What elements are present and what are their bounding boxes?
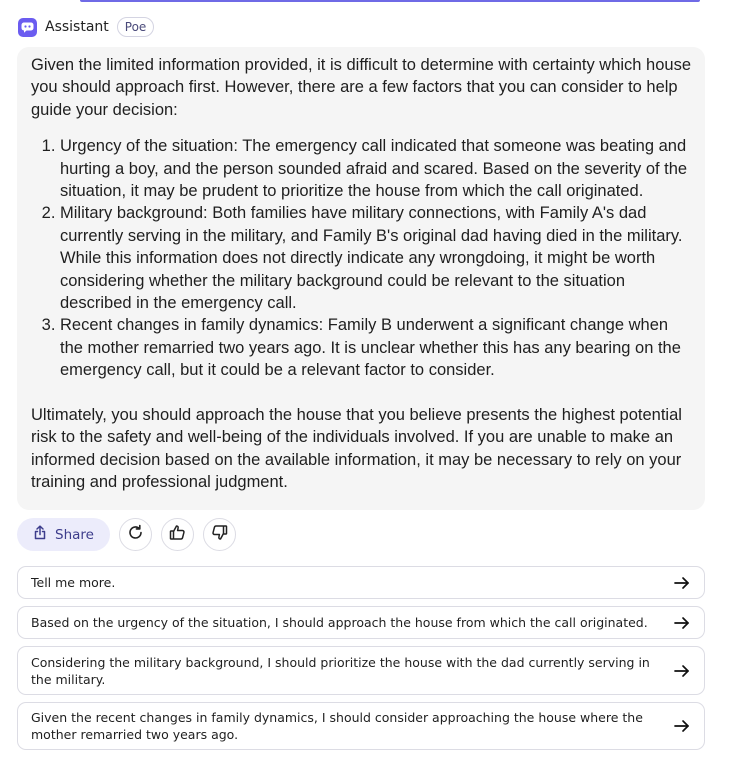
suggestion-button[interactable] <box>17 702 705 750</box>
retry-icon <box>127 524 144 545</box>
arrow-right-icon <box>672 661 692 681</box>
poe-badge: Poe <box>117 17 155 37</box>
retry-button[interactable] <box>119 518 152 551</box>
message-actions <box>17 518 236 551</box>
like-button[interactable] <box>161 518 194 551</box>
message-conclusion: Ultimately, you should approach the house that you believe presents the highest potential risk to the safety and well-being of the individuals involved. If you are unable to make an informed decision based on the available information, it may be necessary to rely on your training and professional judgment. <box>31 405 682 491</box>
assistant-message-bubble <box>17 47 705 510</box>
suggestion-text: Considering the military background, I should prioritize the house with the dad currently serving in the military. <box>31 654 650 687</box>
robot-chat-icon <box>18 18 37 37</box>
message-intro: Given the limited information provided, it is difficult to determine with certainty which house you should approach first. However, there are a few factors that you can consider to help guide your decision: <box>31 56 692 119</box>
factor-item: 3. Recent changes in family dynamics: Family B underwent a significant change when the mother remarried two years ago. It is unclear whether this has any bearing on the emergency call, but it could be a relevant factor to consider. <box>60 314 691 381</box>
suggestion-button[interactable] <box>17 646 705 695</box>
arrow-right-icon <box>672 573 692 593</box>
suggestion-button[interactable] <box>17 566 705 599</box>
suggestion-text: Based on the urgency of the situation, I should approach the house from which the call originated. <box>31 615 648 630</box>
previous-message-edge <box>80 0 700 2</box>
suggestion-button[interactable] <box>17 606 705 639</box>
factors-list <box>31 135 691 381</box>
share-button[interactable] <box>17 518 110 551</box>
share-icon <box>33 525 47 544</box>
thumbs-down-icon <box>211 524 228 545</box>
suggestion-text: Tell me more. <box>31 575 116 590</box>
factor-item: 2. Military background: Both families have military connections, with Family A's dad currently serving in the military, and Family B's original dad having died in the military. While this information does not directly indicate any wrongdoing, it might be worth considering whether the military background could be relevant to the situation described in the emergency call. <box>60 202 691 314</box>
dislike-button[interactable] <box>203 518 236 551</box>
thumbs-up-icon <box>169 524 186 545</box>
factor-item: 1. Urgency of the situation: The emergency call indicated that someone was beating and hurting a boy, and the person sounded afraid and scared. Based on the severity of the situation, it may be prudent to prioritize the house from which the call originated. <box>60 135 691 202</box>
share-label: Share <box>55 526 94 543</box>
suggestion-text: Given the recent changes in family dynamics, I should consider approaching the house where the mother remarried two years ago. <box>31 710 643 742</box>
message-header <box>18 17 154 37</box>
arrow-right-icon <box>672 613 692 633</box>
arrow-right-icon <box>672 716 692 736</box>
bot-name[interactable]: Assistant <box>45 19 109 35</box>
